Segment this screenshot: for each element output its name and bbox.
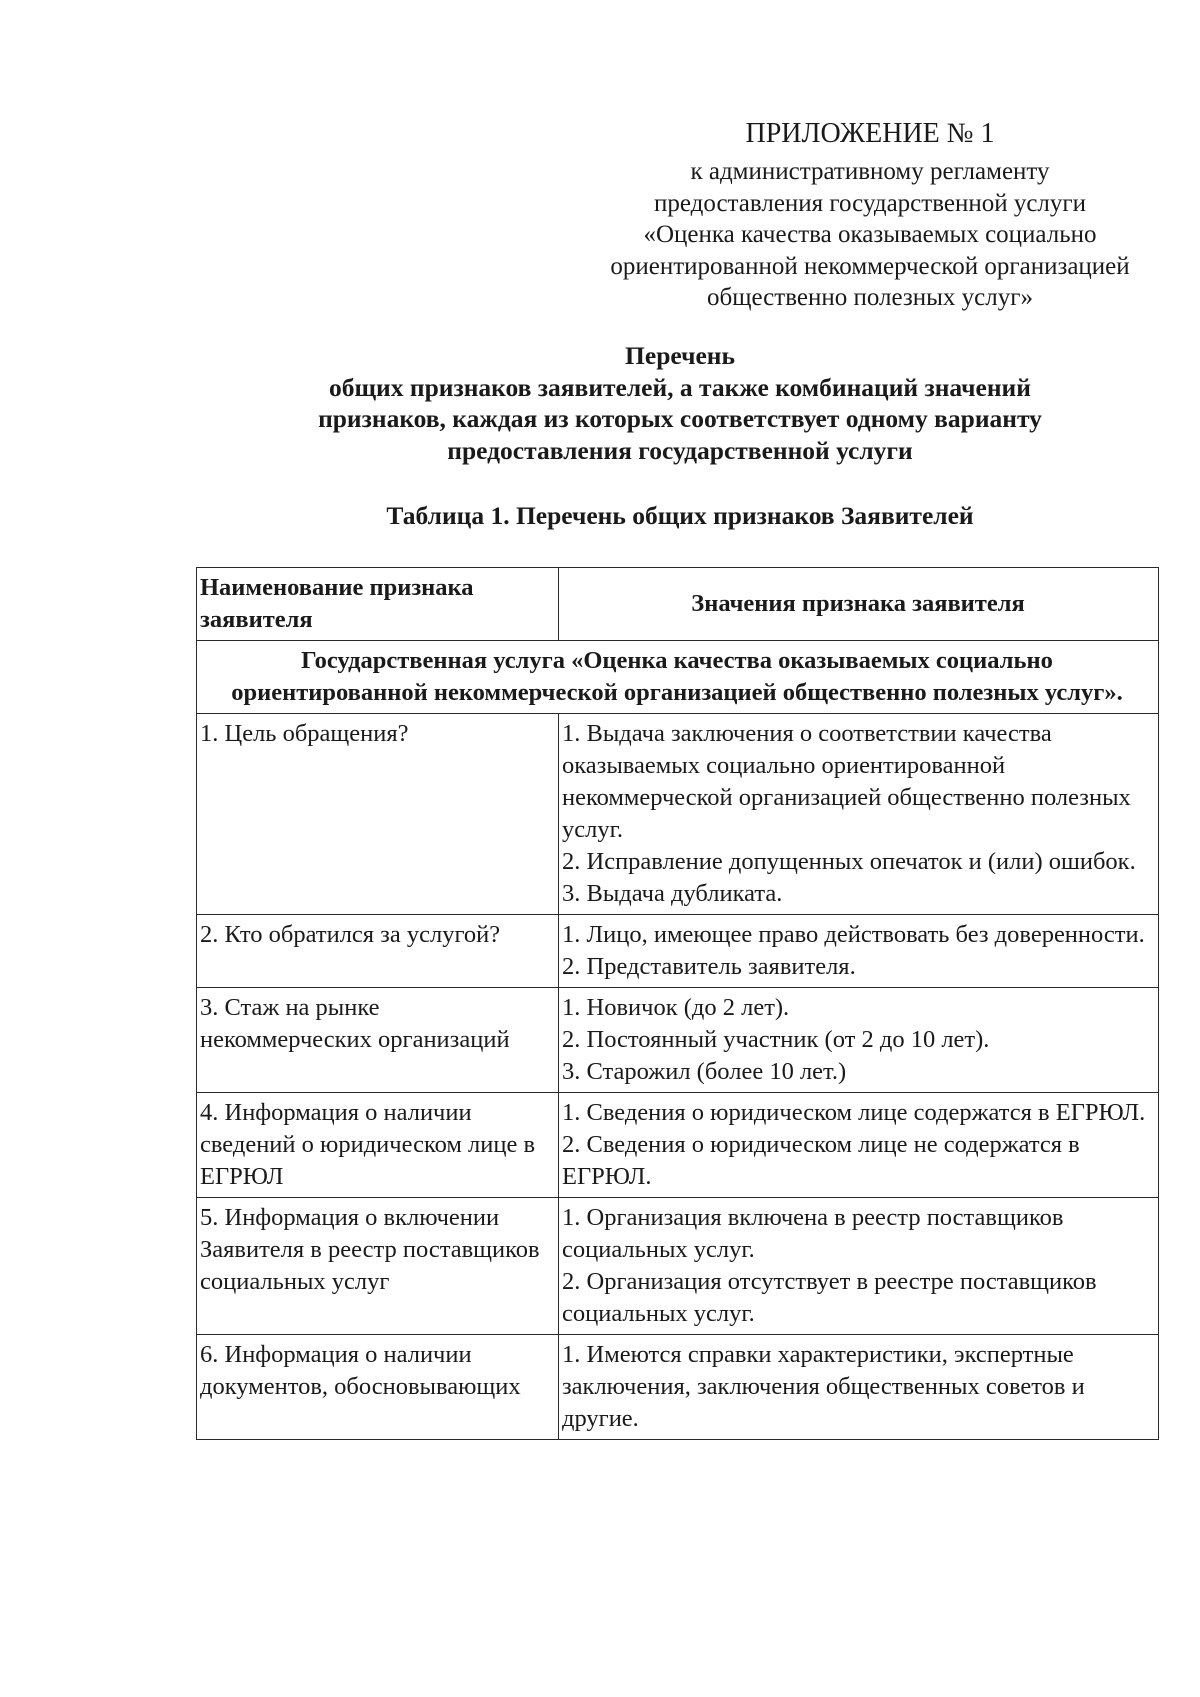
sign-value: 2. Сведения о юридическом лице не содержатся в ЕГРЮЛ. <box>562 1131 1080 1190</box>
sign-value: 2. Представитель заявителя. <box>562 953 856 980</box>
header-cell-name: Наименование признака заявителя <box>197 568 559 641</box>
table-row <box>197 1335 1159 1440</box>
table-row <box>197 1093 1159 1198</box>
annex-line: к административному регламенту <box>690 158 1050 185</box>
heading-line: признаков, каждая из которых соответствует одному варианту <box>318 404 1042 433</box>
document-heading <box>200 340 1160 466</box>
sign-value: 2. Организация отсутствует в реестре поставщиков социальных услуг. <box>562 1268 1097 1327</box>
heading-line: общих признаков заявителей, а также комбинаций значений <box>329 372 1031 402</box>
heading-line: Перечень <box>625 341 735 370</box>
annex-line: «Оценка качества оказываемых социально <box>643 221 1097 248</box>
sign-values-cell <box>559 915 1159 988</box>
sign-name-cell: 1. Цель обращения? <box>197 714 559 915</box>
sign-name-cell: 3. Стаж на рынке некоммерческих организаций <box>197 988 559 1093</box>
sign-value: 1. Организация включена в реестр поставщиков социальных услуг. <box>562 1204 1064 1263</box>
table-caption: Таблица 1. Перечень общих признаков Заявителей <box>386 501 974 530</box>
service-cell: Государственная услуга «Оценка качества оказываемых социально ориентированной некоммерческой организацией общественно полезных услуг». <box>197 641 1159 714</box>
table-row <box>197 1198 1159 1335</box>
sign-value: 1. Имеются справки характеристики, экспертные заключения, заключения общественных советов и другие. <box>562 1341 1085 1432</box>
sign-values-cell <box>559 1093 1159 1198</box>
sign-value: 1. Лицо, имеющее право действовать без доверенности. <box>562 921 1145 948</box>
table-row <box>197 988 1159 1093</box>
service-row <box>197 641 1159 714</box>
sign-name-cell: 4. Информация о наличии сведений о юридическом лице в ЕГРЮЛ <box>197 1093 559 1198</box>
signs-table <box>196 567 1159 1440</box>
annex-line: общественно полезных услуг» <box>706 284 1034 311</box>
signs-table-wrapper <box>196 567 1158 1440</box>
sign-values-cell <box>559 988 1159 1093</box>
table-row <box>197 915 1159 988</box>
sign-value: 2. Исправление допущенных опечаток и (или) ошибок. <box>562 848 1136 875</box>
table-row <box>197 714 1159 915</box>
annex-block <box>560 116 1180 314</box>
annex-line: ориентированной некоммерческой организацией <box>610 252 1130 280</box>
sign-values-cell <box>559 714 1159 915</box>
header-cell-values: Значения признака заявителя <box>559 568 1159 641</box>
annex-line: предоставления государственной услуги <box>653 189 1087 217</box>
annex-title: ПРИЛОЖЕНИЕ № 1 <box>745 118 995 149</box>
sign-value: 1. Выдача заключения о соответствии качества оказываемых социально ориентированной некоммерческой организацией общественно полезных услуг. <box>562 720 1131 843</box>
sign-values-cell <box>559 1198 1159 1335</box>
sign-value: 3. Старожил (более 10 лет.) <box>562 1058 847 1085</box>
table-header-row <box>197 568 1159 641</box>
sign-value: 3. Выдача дубликата. <box>562 880 783 907</box>
sign-values-cell <box>559 1335 1159 1440</box>
sign-name-cell: 5. Информация о включении Заявителя в реестр поставщиков социальных услуг <box>197 1198 559 1335</box>
sign-name-cell: 6. Информация о наличии документов, обосновывающих <box>197 1335 559 1440</box>
sign-value: 1. Сведения о юридическом лице содержатся в ЕГРЮЛ. <box>562 1099 1146 1126</box>
sign-value: 1. Новичок (до 2 лет). <box>562 994 790 1021</box>
sign-name-cell: 2. Кто обратился за услугой? <box>197 915 559 988</box>
heading-line: предоставления государственной услуги <box>447 435 913 465</box>
sign-value: 2. Постоянный участник (от 2 до 10 лет). <box>562 1026 990 1053</box>
